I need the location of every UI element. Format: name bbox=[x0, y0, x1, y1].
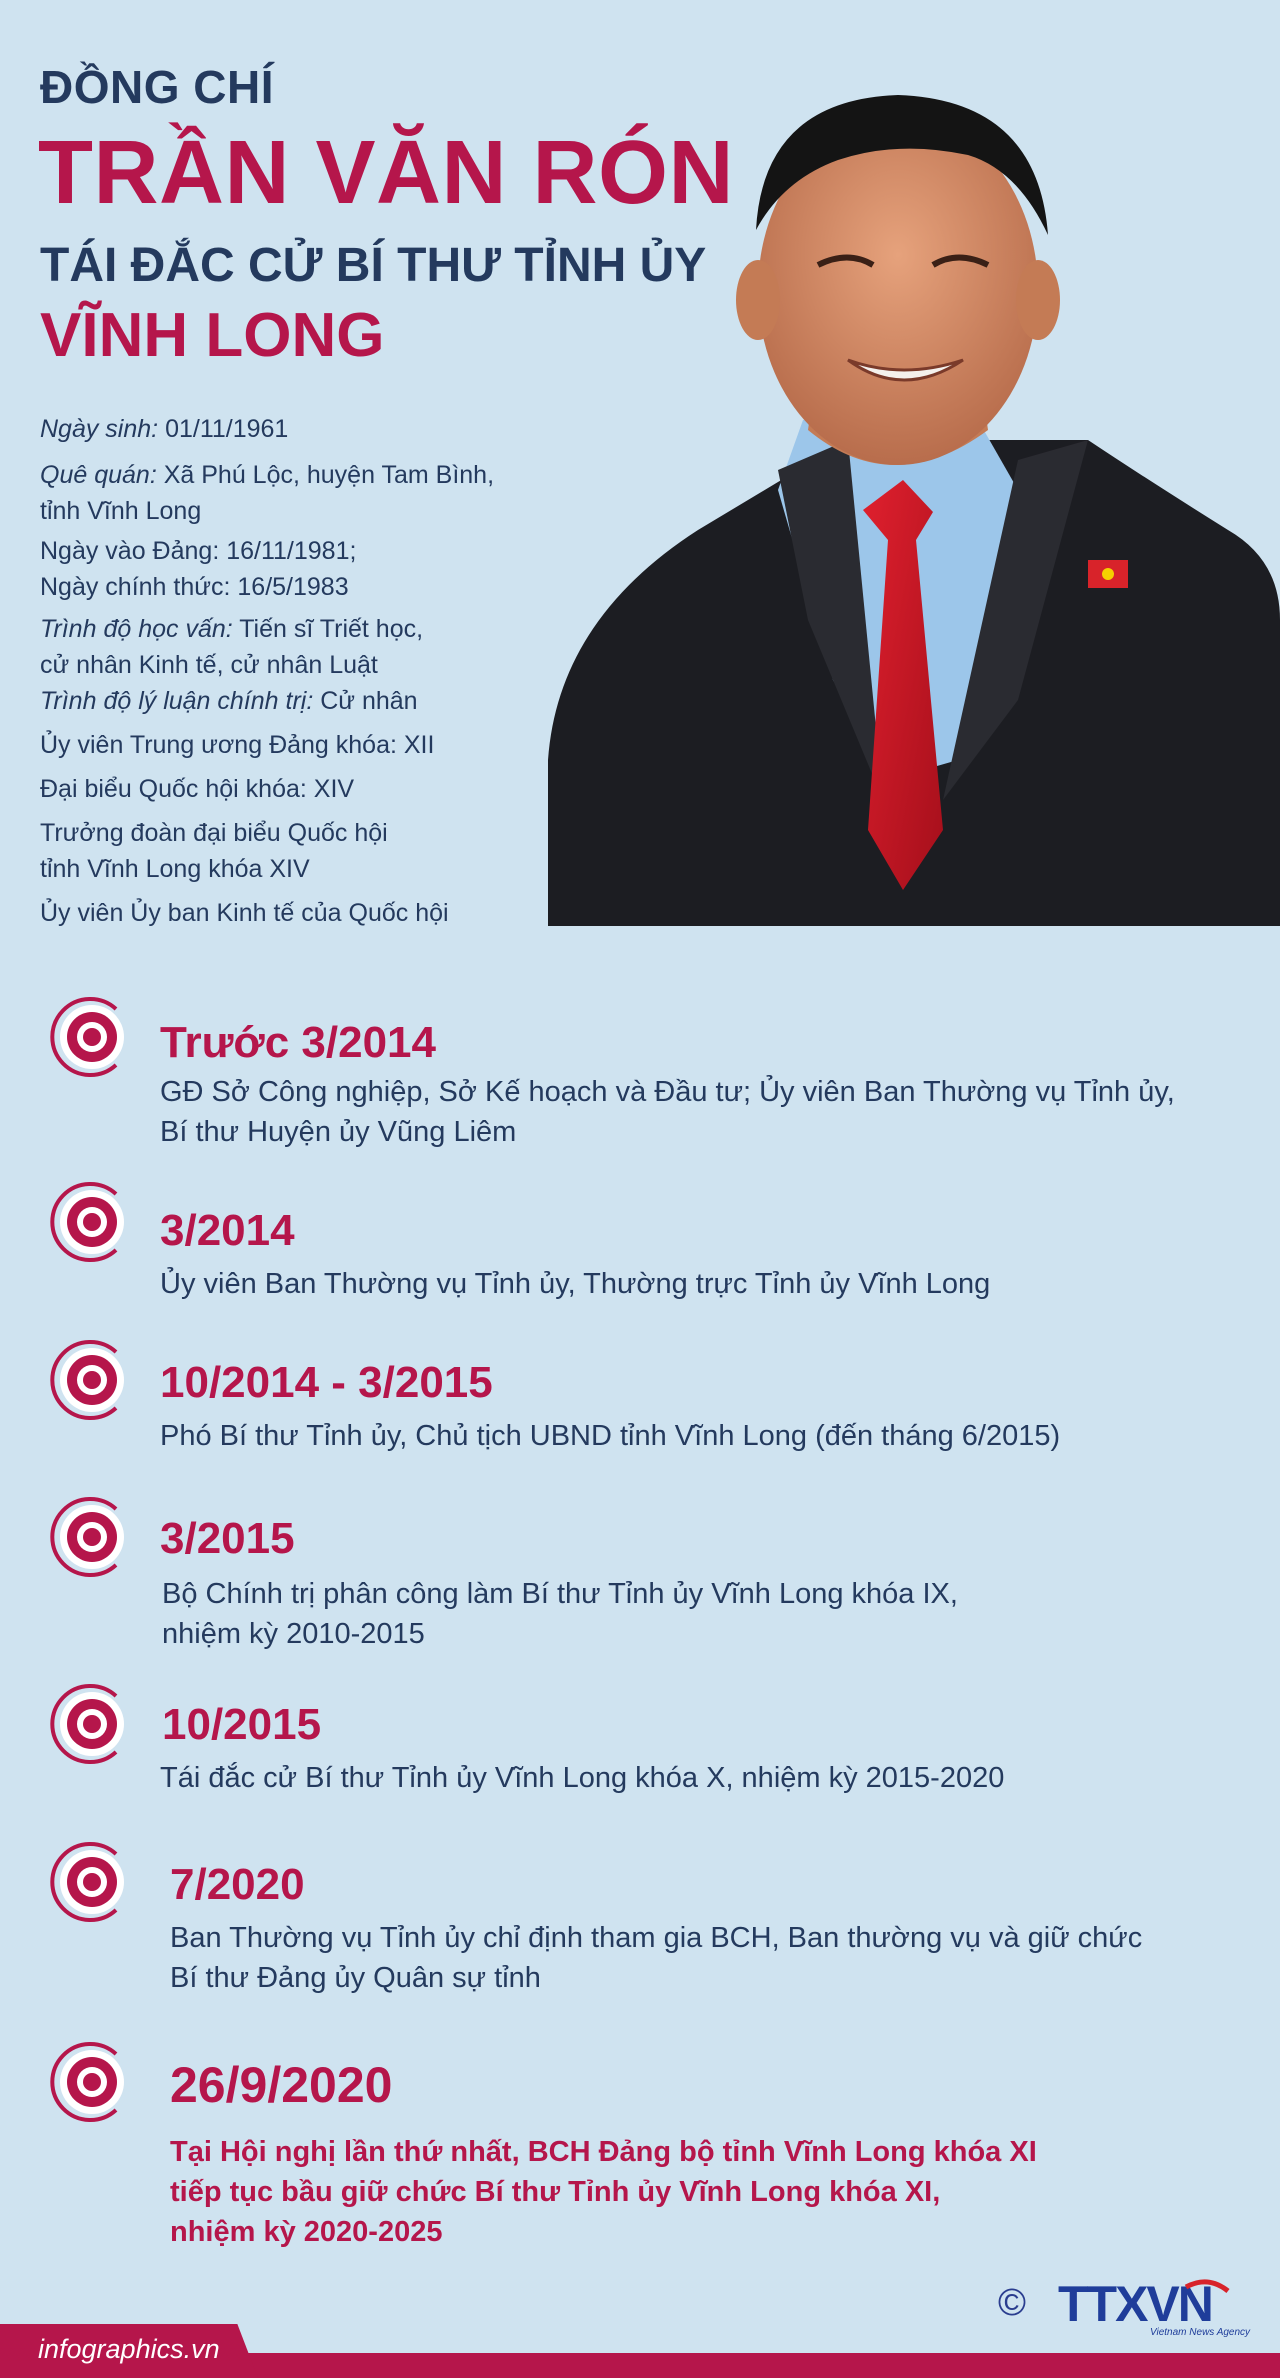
info-delegation-head-2: tỉnh Vĩnh Long khóa XIV bbox=[40, 855, 310, 883]
title-line-4: VĨNH LONG bbox=[40, 301, 385, 370]
info-theory-value: Cử nhân bbox=[313, 687, 418, 715]
timeline-date: 26/9/2020 bbox=[170, 2057, 393, 2113]
info-theory-label: Trình độ lý luận chính trị: bbox=[40, 687, 314, 715]
timeline-date: 10/2015 bbox=[162, 1700, 322, 1749]
title-line-3: TÁI ĐẮC CỬ BÍ THƯ TỈNH ỦY bbox=[40, 239, 707, 292]
timeline-description-line: tiếp tục bầu giữ chức Bí thư Tỉnh ủy Vĩnh Long khóa XI, bbox=[170, 2176, 941, 2208]
timeline-bullet-icon bbox=[46, 995, 130, 1079]
timeline-bullet-icon bbox=[46, 2040, 130, 2124]
timeline-description bbox=[160, 1758, 1004, 1798]
timeline-description-line: Bí thư Đảng ủy Quân sự tỉnh bbox=[170, 1962, 541, 1994]
timeline-bullet-icon bbox=[46, 1180, 130, 1264]
timeline-description-line: Tại Hội nghị lần thứ nhất, BCH Đảng bộ tỉnh Vĩnh Long khóa XI bbox=[170, 2136, 1037, 2168]
timeline-bullet-icon bbox=[46, 1495, 130, 1579]
info-delegation-head: Trưởng đoàn đại biểu Quốc hội bbox=[40, 819, 388, 847]
info-hometown-value: Xã Phú Lộc, huyện Tam Bình, bbox=[156, 461, 495, 489]
info-hometown bbox=[40, 458, 494, 492]
timeline-date: 10/2014 - 3/2015 bbox=[160, 1358, 493, 1407]
info-hometown-2: tỉnh Vĩnh Long bbox=[40, 497, 202, 525]
info-birth-label: Ngày sinh: bbox=[40, 415, 159, 443]
timeline-bullet-icon bbox=[46, 1338, 130, 1422]
timeline-description-line: Ủy viên Ban Thường vụ Tỉnh ủy, Thường trực Tỉnh ủy Vĩnh Long bbox=[160, 1268, 991, 1300]
timeline-description bbox=[170, 1918, 1142, 1998]
info-birth-value: 01/11/1961 bbox=[158, 415, 289, 443]
timeline-description-line: Bí thư Huyện ủy Vũng Liêm bbox=[160, 1116, 517, 1148]
timeline-description bbox=[160, 1416, 1060, 1456]
info-education-value: Tiến sĩ Triết học, bbox=[232, 615, 424, 643]
timeline-description bbox=[160, 1072, 1175, 1152]
timeline-description-line: nhiệm kỳ 2020-2025 bbox=[170, 2216, 443, 2248]
footer-site-link[interactable]: infographics.vn bbox=[38, 2334, 220, 2364]
timeline-date: 3/2014 bbox=[160, 1206, 295, 1255]
info-na-deputy: Đại biểu Quốc hội khóa: XIV bbox=[40, 775, 355, 803]
copyright-symbol: © bbox=[998, 2282, 1026, 2324]
logo-subtitle: Vietnam News Agency bbox=[1150, 2327, 1251, 2338]
timeline-date: 7/2020 bbox=[170, 1860, 305, 1909]
timeline-description-line: Phó Bí thư Tỉnh ủy, Chủ tịch UBND tỉnh Vĩnh Long (đến tháng 6/2015) bbox=[160, 1420, 1061, 1452]
timeline-bullet-icon bbox=[46, 1682, 130, 1766]
timeline-bullet-icon bbox=[46, 1840, 130, 1924]
timeline-description bbox=[162, 1574, 958, 1654]
timeline-description-line: Tái đắc cử Bí thư Tỉnh ủy Vĩnh Long khóa X, nhiệm kỳ 2015-2020 bbox=[160, 1762, 1005, 1794]
ttxvn-logo bbox=[1058, 2277, 1254, 2339]
timeline-description-line: nhiệm kỳ 2010-2015 bbox=[162, 1618, 425, 1650]
info-party-official: Ngày chính thức: 16/5/1983 bbox=[40, 573, 349, 601]
info-hometown-label: Quê quán: bbox=[40, 461, 157, 489]
info-central-committee: Ủy viên Trung ương Đảng khóa: XII bbox=[40, 731, 435, 759]
timeline-description-line: Ban Thường vụ Tỉnh ủy chỉ định tham gia BCH, Ban thường vụ và giữ chức bbox=[170, 1922, 1143, 1954]
timeline-date: Trước 3/2014 bbox=[160, 1018, 436, 1067]
timeline-description-line: GĐ Sở Công nghiệp, Sở Kế hoạch và Đầu tư; Ủy viên Ban Thường vụ Tỉnh ủy, bbox=[160, 1076, 1175, 1108]
logo-wordmark: TTXVN bbox=[1058, 2277, 1212, 2332]
info-education-2: cử nhân Kinh tế, cử nhân Luật bbox=[40, 651, 378, 679]
timeline-date: 3/2015 bbox=[160, 1514, 295, 1563]
timeline-description-line: Bộ Chính trị phân công làm Bí thư Tỉnh ủy Vĩnh Long khóa IX, bbox=[162, 1578, 958, 1610]
title-line-1: ĐỒNG CHÍ bbox=[40, 61, 274, 113]
info-education bbox=[40, 612, 423, 646]
portrait-photo bbox=[548, 60, 1280, 926]
timeline-description bbox=[160, 1264, 990, 1304]
person-name-title: TRẦN VĂN RÓN bbox=[38, 123, 734, 223]
timeline-description-highlight bbox=[170, 2132, 1037, 2252]
info-economic-committee: Ủy viên Ủy ban Kinh tế của Quốc hội bbox=[40, 899, 449, 927]
info-education-label: Trình độ học vấn: bbox=[40, 615, 233, 643]
info-theory bbox=[40, 684, 418, 718]
info-birth bbox=[40, 412, 288, 446]
info-party-join: Ngày vào Đảng: 16/11/1981; bbox=[40, 537, 357, 565]
